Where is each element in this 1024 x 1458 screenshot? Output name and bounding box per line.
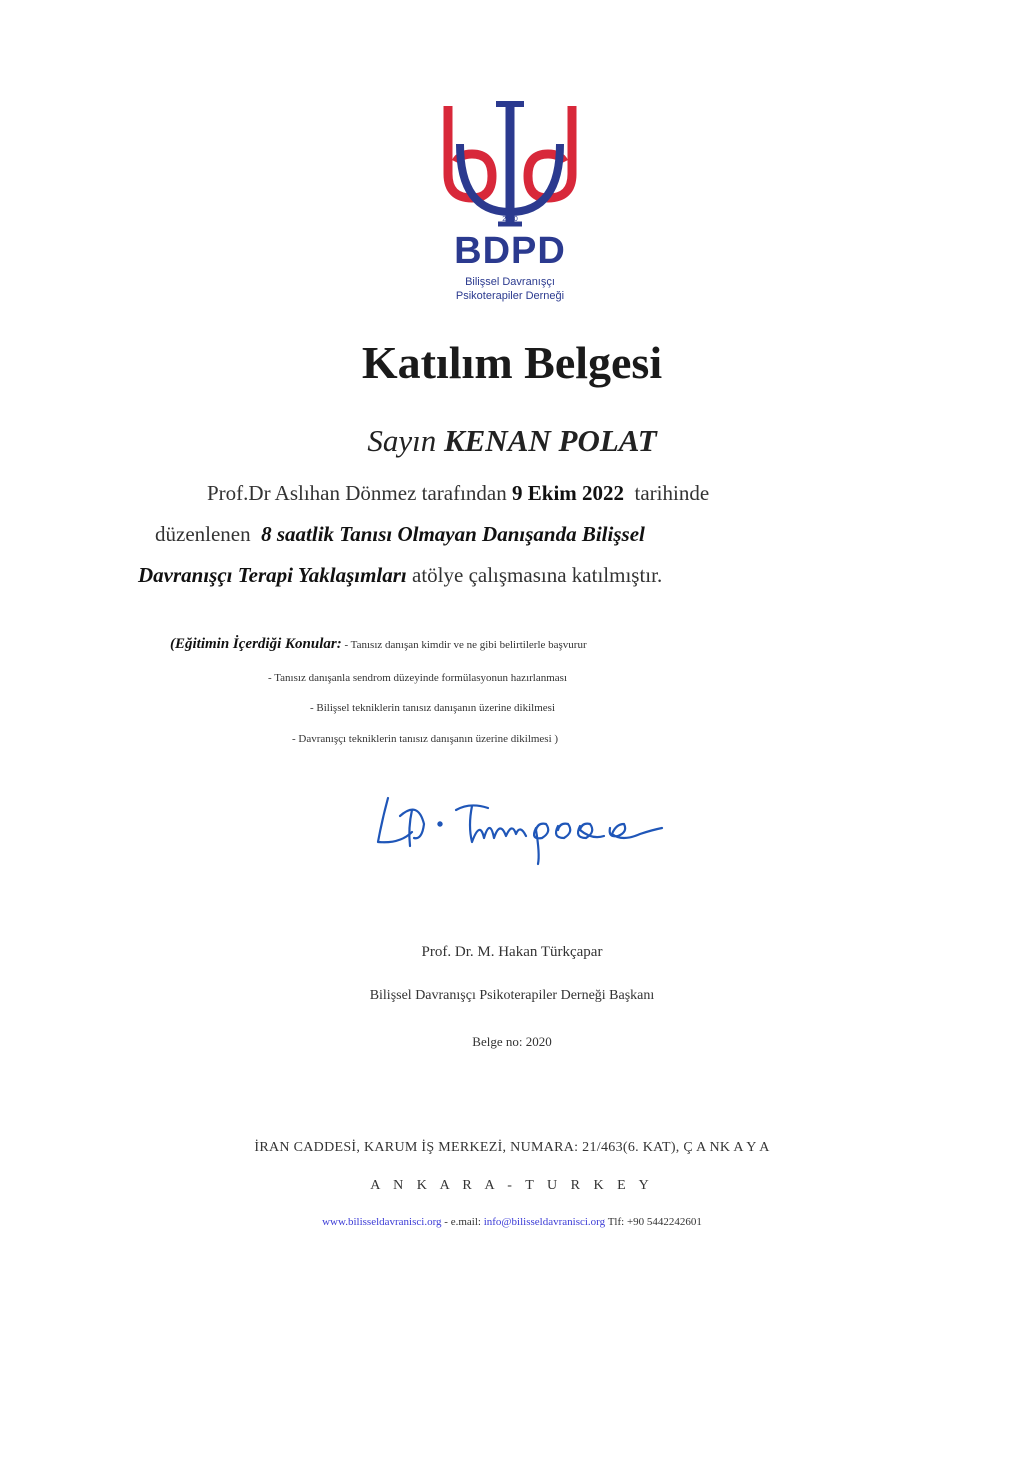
topic-item: - Davranışçı tekniklerin tanısız danışanın üzerine dikilmesi ) bbox=[292, 733, 559, 745]
salutation bbox=[0, 423, 1024, 459]
logo-subtitle-line1: Bilişsel Davranışçı bbox=[465, 276, 555, 288]
participation-text: atölye çalışmasına katılmıştır. bbox=[412, 563, 663, 587]
certificate-number: Belge no: 2020 bbox=[472, 1034, 552, 1049]
website-link[interactable]: www.bilisseldavranisci.org bbox=[322, 1216, 442, 1228]
logo-subtitle-line2: Psikoterapiler Derneği bbox=[455, 290, 565, 302]
topics-heading: (Eğitimin İçerdiği Konular: bbox=[170, 636, 342, 652]
salutation-prefix: Sayın bbox=[367, 423, 437, 458]
topic-item: - Bilişsel tekniklerin tanısız danışanın üzerine dikilmesi bbox=[310, 702, 556, 714]
handwritten-signature bbox=[360, 780, 680, 870]
topic-item: - Tanısız danışan kimdir ve ne gibi belirtilerle başvurur bbox=[344, 639, 587, 651]
participant-name: KENAN POLAT bbox=[443, 423, 657, 458]
body-line-2 bbox=[155, 522, 645, 547]
topics-heading-row bbox=[170, 636, 587, 653]
instructor-text: Prof.Dr Aslıhan Dönmez tarafından bbox=[207, 481, 507, 505]
topic-item: - Tanısız danışanla sendrom düzeyinde formülasyonun hazırlanması bbox=[268, 672, 567, 684]
bdpd-logo bbox=[430, 96, 590, 316]
body-line-1 bbox=[207, 481, 709, 506]
logo-year: 2010 bbox=[502, 216, 518, 223]
email-label: - e.mail: bbox=[444, 1216, 481, 1228]
psi-logo-icon bbox=[430, 96, 590, 236]
organized-text: düzenlenen bbox=[155, 522, 251, 546]
phone-number: Tlf: +90 5442242601 bbox=[607, 1216, 702, 1228]
logo-acronym: BDPD bbox=[454, 230, 566, 272]
signer-name: Prof. Dr. M. Hakan Türkçapar bbox=[421, 944, 603, 960]
address-line-1: İRAN CADDESİ, KARUM İŞ MERKEZİ, NUMARA: 21/463(6. KAT), Ç A NK A Y A bbox=[254, 1140, 770, 1155]
contact-line bbox=[0, 1216, 1024, 1228]
workshop-date: 9 Ekim 2022 bbox=[512, 481, 625, 505]
certificate-title: Katılım Belgesi bbox=[361, 337, 663, 388]
address-line-2: A N K A R A - T U R K E Y bbox=[370, 1178, 654, 1193]
workshop-title-part2: Davranışçı Terapi Yaklaşımları bbox=[138, 563, 407, 587]
body-line-3 bbox=[138, 563, 662, 588]
date-suffix: tarihinde bbox=[634, 481, 710, 505]
email-link[interactable]: info@bilisseldavranisci.org bbox=[483, 1216, 606, 1228]
workshop-title-part1: 8 saatlik Tanısı Olmayan Danışanda Bilişsel bbox=[261, 522, 645, 546]
signer-role: Bilişsel Davranışçı Psikoterapiler Derneği Başkanı bbox=[369, 988, 655, 1003]
